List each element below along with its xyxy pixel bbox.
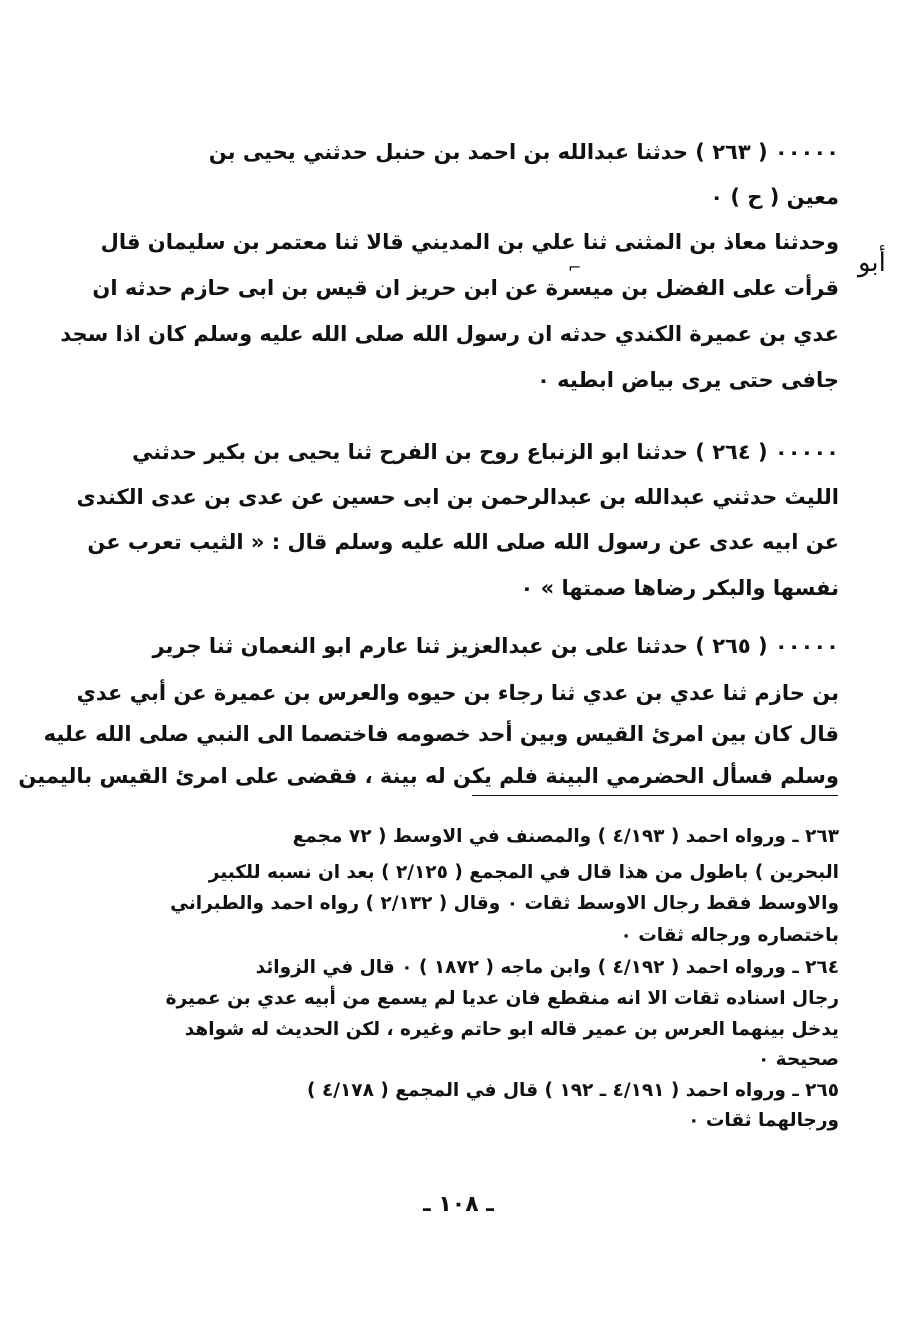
hadith-263-line-2: معين ( ح ) ٠ [710,185,839,209]
page-number: ـ ١٠٨ ـ [423,1192,494,1217]
footnote-263-line-2: البحرين ) باطول من هذا قال في المجمع ( ٢/١٢٥ ) بعد ان نسبه للكبير [208,862,839,883]
footnote-263-line-3: والاوسط فقط رجال الاوسط ثقات ٠ وقال ( ٢/١٣٢ ) رواه احمد والطبراني [170,893,839,914]
footnote-263-line-1: ٢٦٣ ـ ورواه احمد ( ٤/١٩٣ ) والمصنف في الاوسط ( ٧٢ مجمع [292,826,839,847]
hadith-264-line-4: نفسها والبكر رضاها صمتها » ٠ [520,576,839,600]
hadith-264-line-2: الليث حدثني عبدالله بن عبدالرحمن بن ابى حسين عن عدى بن عدى الكندى [76,485,839,509]
hadith-263-line-3: وحدثنا معاذ بن المثنى ثنا علي بن المديني قالا ثنا معتمر بن سليمان قال [100,230,839,254]
footnote-265-line-1: ٢٦٥ ـ ورواه احمد ( ٤/١٩١ ـ ١٩٢ ) قال في المجمع ( ٤/١٧٨ ) [307,1080,839,1101]
hadith-263-line-5: عدي بن عميرة الكندي حدثه ان رسول الله صلى الله عليه وسلم كان اذا سجد [60,322,839,346]
hadith-265-line-4: وسلم فسأل الحضرمي البينة فلم يكن له بينة ، فقضى على امرئ القيس باليمين [18,764,839,788]
footnote-264-line-1: ٢٦٤ ـ ورواه احمد ( ٤/١٩٢ ) وابن ماجه ( ١٨٧٢ ) ٠ قال في الزوائد [255,957,839,978]
footnote-264-line-4: صحيحة ٠ [757,1049,839,1070]
hadith-264-line-1: ٠٠٠٠٠ ( ٢٦٤ ) حدثنا ابو الزنباع روح بن الفرح ثنا يحيى بن بكير حدثني [132,440,839,464]
footnote-separator [472,795,838,796]
hadith-263-line-4: قرأت على الفضل بن ميسرة عن ابن حريز ان قيس بن ابى حازم حدثه ان [92,276,839,300]
footnote-265-line-2: ورجالهما ثقات ٠ [688,1110,839,1131]
hadith-263-line-1: ٠٠٠٠٠ ( ٢٦٣ ) حدثنا عبدالله بن احمد بن حنبل حدثني يحيى بن [208,140,839,164]
margin-handwritten-note: أبو [858,248,886,278]
hadith-264-line-3: عن ابيه عدى عن رسول الله صلى الله عليه وسلم قال : « الثيب تعرب عن [87,530,839,554]
hadith-265-line-2: بن حازم ثنا عدي بن عدي ثنا رجاء بن حيوه والعرس بن عميرة عن أبي عدي [76,681,839,705]
hadith-265-line-1: ٠٠٠٠٠ ( ٢٦٥ ) حدثنا على بن عبدالعزيز ثنا عارم ابو النعمان ثنا جرير [152,634,839,658]
footnote-264-line-2: رجال اسناده ثقات الا انه منقطع فان عديا لم يسمع من أبيه عدي بن عميرة [165,988,839,1009]
hadith-265-line-3: قال كان بين امرئ القيس وبين أحد خصومه فاختصما الى النبي صلى الله عليه [43,722,839,746]
footnote-264-line-3: يدخل بينهما العرس بن عمير قاله ابو حاتم وغيره ، لكن الحديث له شواهد [184,1019,839,1040]
footnote-263-line-4: باختصاره ورجاله ثقات ٠ [620,925,839,946]
correction-mark: ⌐ [568,258,582,277]
hadith-263-line-6: جافى حتى يرى بياض ابطيه ٠ [537,368,839,392]
